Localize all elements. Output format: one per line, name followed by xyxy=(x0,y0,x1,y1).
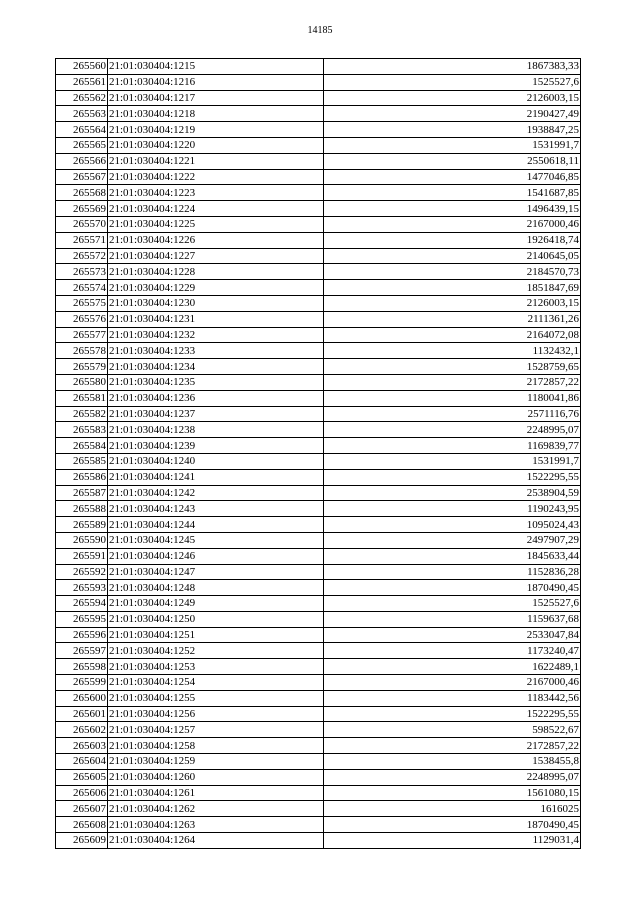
table-row xyxy=(56,564,581,580)
cadastral-number-cell: 21:01:030404:1256 xyxy=(108,706,324,722)
row-number-cell: 265582 xyxy=(56,406,108,422)
value-cell: 2248995,07 xyxy=(324,422,581,438)
value-cell: 1095024,43 xyxy=(324,517,581,533)
cadastral-number-cell: 21:01:030404:1251 xyxy=(108,627,324,643)
table-row xyxy=(56,374,581,390)
value-cell: 2167000,46 xyxy=(324,675,581,691)
row-number-cell: 265563 xyxy=(56,106,108,122)
cadastral-number-cell: 21:01:030404:1244 xyxy=(108,517,324,533)
value-cell: 1129031,4 xyxy=(324,833,581,849)
row-number-cell: 265603 xyxy=(56,738,108,754)
value-cell: 1159637,68 xyxy=(324,611,581,627)
cadastral-number-cell: 21:01:030404:1217 xyxy=(108,90,324,106)
cadastral-number-cell: 21:01:030404:1247 xyxy=(108,564,324,580)
row-number-cell: 265562 xyxy=(56,90,108,106)
row-number-cell: 265600 xyxy=(56,690,108,706)
table-row xyxy=(56,232,581,248)
cadastral-number-cell: 21:01:030404:1239 xyxy=(108,438,324,454)
row-number-cell: 265572 xyxy=(56,248,108,264)
page-number: 14185 xyxy=(307,25,333,36)
cadastral-number-cell: 21:01:030404:1249 xyxy=(108,596,324,612)
row-number-cell: 265607 xyxy=(56,801,108,817)
cadastral-number-cell: 21:01:030404:1235 xyxy=(108,374,324,390)
cadastral-number-cell: 21:01:030404:1241 xyxy=(108,469,324,485)
value-cell: 1183442,56 xyxy=(324,690,581,706)
value-cell: 1870490,45 xyxy=(324,580,581,596)
value-cell: 1173240,47 xyxy=(324,643,581,659)
cadastral-number-cell: 21:01:030404:1245 xyxy=(108,532,324,548)
cadastral-number-cell: 21:01:030404:1252 xyxy=(108,643,324,659)
table-row xyxy=(56,833,581,849)
table-row xyxy=(56,201,581,217)
row-number-cell: 265601 xyxy=(56,706,108,722)
cadastral-number-cell: 21:01:030404:1240 xyxy=(108,453,324,469)
cadastral-number-cell: 21:01:030404:1234 xyxy=(108,359,324,375)
table-row xyxy=(56,485,581,501)
table-row xyxy=(56,106,581,122)
cadastral-number-cell: 21:01:030404:1264 xyxy=(108,833,324,849)
row-number-cell: 265570 xyxy=(56,216,108,232)
value-cell: 1169839,77 xyxy=(324,438,581,454)
cadastral-number-cell: 21:01:030404:1250 xyxy=(108,611,324,627)
table-row xyxy=(56,327,581,343)
value-cell: 1496439,15 xyxy=(324,201,581,217)
row-number-cell: 265579 xyxy=(56,359,108,375)
cadastral-number-cell: 21:01:030404:1219 xyxy=(108,122,324,138)
value-cell: 2172857,22 xyxy=(324,738,581,754)
row-number-cell: 265577 xyxy=(56,327,108,343)
table-row xyxy=(56,706,581,722)
value-cell: 2111361,26 xyxy=(324,311,581,327)
row-number-cell: 265569 xyxy=(56,201,108,217)
value-cell: 598522,67 xyxy=(324,722,581,738)
table-row xyxy=(56,659,581,675)
row-number-cell: 265581 xyxy=(56,390,108,406)
table-row xyxy=(56,359,581,375)
cadastral-number-cell: 21:01:030404:1232 xyxy=(108,327,324,343)
row-number-cell: 265571 xyxy=(56,232,108,248)
value-cell: 2184570,73 xyxy=(324,264,581,280)
table-row xyxy=(56,580,581,596)
cadastral-number-cell: 21:01:030404:1246 xyxy=(108,548,324,564)
cadastral-number-cell: 21:01:030404:1255 xyxy=(108,690,324,706)
row-number-cell: 265606 xyxy=(56,785,108,801)
row-number-cell: 265591 xyxy=(56,548,108,564)
value-cell: 2190427,49 xyxy=(324,106,581,122)
table-row xyxy=(56,754,581,770)
row-number-cell: 265575 xyxy=(56,295,108,311)
row-number-cell: 265587 xyxy=(56,485,108,501)
row-number-cell: 265576 xyxy=(56,311,108,327)
table-row xyxy=(56,611,581,627)
value-cell: 2140645,05 xyxy=(324,248,581,264)
row-number-cell: 265589 xyxy=(56,517,108,533)
value-cell: 1190243,95 xyxy=(324,501,581,517)
value-cell: 1477046,85 xyxy=(324,169,581,185)
table-row xyxy=(56,517,581,533)
cadastral-number-cell: 21:01:030404:1261 xyxy=(108,785,324,801)
table-row xyxy=(56,785,581,801)
value-cell: 2167000,46 xyxy=(324,216,581,232)
cadastral-number-cell: 21:01:030404:1243 xyxy=(108,501,324,517)
table-row xyxy=(56,769,581,785)
value-cell: 2497907,29 xyxy=(324,532,581,548)
value-cell: 1616025 xyxy=(324,801,581,817)
cadastral-number-cell: 21:01:030404:1218 xyxy=(108,106,324,122)
value-cell: 1525527,6 xyxy=(324,74,581,90)
table-body xyxy=(56,59,581,849)
row-number-cell: 265578 xyxy=(56,343,108,359)
row-number-cell: 265599 xyxy=(56,675,108,691)
table-row xyxy=(56,185,581,201)
value-cell: 1845633,44 xyxy=(324,548,581,564)
value-cell: 1561080,15 xyxy=(324,785,581,801)
value-cell: 1132432,1 xyxy=(324,343,581,359)
cadastral-number-cell: 21:01:030404:1258 xyxy=(108,738,324,754)
table-row xyxy=(56,248,581,264)
table-row xyxy=(56,74,581,90)
row-number-cell: 265584 xyxy=(56,438,108,454)
row-number-cell: 265580 xyxy=(56,374,108,390)
table-row xyxy=(56,122,581,138)
cadastral-number-cell: 21:01:030404:1259 xyxy=(108,754,324,770)
row-number-cell: 265565 xyxy=(56,137,108,153)
value-cell: 1851847,69 xyxy=(324,280,581,296)
cadastral-number-cell: 21:01:030404:1233 xyxy=(108,343,324,359)
cadastral-number-cell: 21:01:030404:1253 xyxy=(108,659,324,675)
row-number-cell: 265604 xyxy=(56,754,108,770)
value-cell: 1538455,8 xyxy=(324,754,581,770)
cadastral-number-cell: 21:01:030404:1242 xyxy=(108,485,324,501)
value-cell: 2550618,11 xyxy=(324,153,581,169)
value-cell: 1926418,74 xyxy=(324,232,581,248)
row-number-cell: 265560 xyxy=(56,59,108,75)
table-row xyxy=(56,738,581,754)
table-row xyxy=(56,169,581,185)
table-row xyxy=(56,59,581,75)
value-cell: 1522295,55 xyxy=(324,706,581,722)
row-number-cell: 265594 xyxy=(56,596,108,612)
cadastral-number-cell: 21:01:030404:1231 xyxy=(108,311,324,327)
row-number-cell: 265583 xyxy=(56,422,108,438)
table-row xyxy=(56,390,581,406)
cadastral-number-cell: 21:01:030404:1224 xyxy=(108,201,324,217)
row-number-cell: 265568 xyxy=(56,185,108,201)
table-row xyxy=(56,627,581,643)
cadastral-number-cell: 21:01:030404:1220 xyxy=(108,137,324,153)
table-row xyxy=(56,817,581,833)
table-row xyxy=(56,438,581,454)
value-cell: 1870490,45 xyxy=(324,817,581,833)
row-number-cell: 265573 xyxy=(56,264,108,280)
table-row xyxy=(56,801,581,817)
cadastral-number-cell: 21:01:030404:1248 xyxy=(108,580,324,596)
row-number-cell: 265596 xyxy=(56,627,108,643)
table-row xyxy=(56,596,581,612)
row-number-cell: 265588 xyxy=(56,501,108,517)
row-number-cell: 265605 xyxy=(56,769,108,785)
row-number-cell: 265590 xyxy=(56,532,108,548)
cadastral-number-cell: 21:01:030404:1225 xyxy=(108,216,324,232)
row-number-cell: 265608 xyxy=(56,817,108,833)
table-row xyxy=(56,548,581,564)
row-number-cell: 265574 xyxy=(56,280,108,296)
cadastral-number-cell: 21:01:030404:1227 xyxy=(108,248,324,264)
value-cell: 1525527,6 xyxy=(324,596,581,612)
table-row xyxy=(56,153,581,169)
cadastral-number-cell: 21:01:030404:1254 xyxy=(108,675,324,691)
cadastral-number-cell: 21:01:030404:1223 xyxy=(108,185,324,201)
value-cell: 1152836,28 xyxy=(324,564,581,580)
row-number-cell: 265585 xyxy=(56,453,108,469)
value-cell: 1541687,85 xyxy=(324,185,581,201)
value-cell: 1531991,7 xyxy=(324,453,581,469)
row-number-cell: 265566 xyxy=(56,153,108,169)
cadastral-number-cell: 21:01:030404:1238 xyxy=(108,422,324,438)
value-cell: 1528759,65 xyxy=(324,359,581,375)
table-row xyxy=(56,295,581,311)
table-row xyxy=(56,137,581,153)
row-number-cell: 265602 xyxy=(56,722,108,738)
value-cell: 2248995,07 xyxy=(324,769,581,785)
row-number-cell: 265595 xyxy=(56,611,108,627)
value-cell: 2126003,15 xyxy=(324,295,581,311)
value-cell: 1180041,86 xyxy=(324,390,581,406)
table-row xyxy=(56,469,581,485)
cadastral-number-cell: 21:01:030404:1237 xyxy=(108,406,324,422)
value-cell: 2533047,84 xyxy=(324,627,581,643)
table-row xyxy=(56,675,581,691)
table-row xyxy=(56,216,581,232)
table-row xyxy=(56,722,581,738)
cadastral-number-cell: 21:01:030404:1216 xyxy=(108,74,324,90)
row-number-cell: 265561 xyxy=(56,74,108,90)
cadastral-number-cell: 21:01:030404:1226 xyxy=(108,232,324,248)
value-cell: 1867383,33 xyxy=(324,59,581,75)
cadastral-number-cell: 21:01:030404:1222 xyxy=(108,169,324,185)
row-number-cell: 265598 xyxy=(56,659,108,675)
row-number-cell: 265567 xyxy=(56,169,108,185)
value-cell: 2164072,08 xyxy=(324,327,581,343)
cadastral-number-cell: 21:01:030404:1230 xyxy=(108,295,324,311)
value-cell: 2172857,22 xyxy=(324,374,581,390)
table-row xyxy=(56,280,581,296)
table-row xyxy=(56,422,581,438)
data-table xyxy=(55,58,581,849)
table-row xyxy=(56,453,581,469)
row-number-cell: 265597 xyxy=(56,643,108,659)
cadastral-number-cell: 21:01:030404:1236 xyxy=(108,390,324,406)
cadastral-number-cell: 21:01:030404:1260 xyxy=(108,769,324,785)
value-cell: 1531991,7 xyxy=(324,137,581,153)
row-number-cell: 265592 xyxy=(56,564,108,580)
row-number-cell: 265593 xyxy=(56,580,108,596)
value-cell: 2126003,15 xyxy=(324,90,581,106)
value-cell: 2538904,59 xyxy=(324,485,581,501)
row-number-cell: 265586 xyxy=(56,469,108,485)
cadastral-number-cell: 21:01:030404:1215 xyxy=(108,59,324,75)
data-table-container xyxy=(55,58,581,849)
value-cell: 1938847,25 xyxy=(324,122,581,138)
table-row xyxy=(56,264,581,280)
table-row xyxy=(56,501,581,517)
cadastral-number-cell: 21:01:030404:1263 xyxy=(108,817,324,833)
value-cell: 2571116,76 xyxy=(324,406,581,422)
row-number-cell: 265564 xyxy=(56,122,108,138)
cadastral-number-cell: 21:01:030404:1221 xyxy=(108,153,324,169)
table-row xyxy=(56,343,581,359)
table-row xyxy=(56,311,581,327)
cadastral-number-cell: 21:01:030404:1228 xyxy=(108,264,324,280)
table-row xyxy=(56,90,581,106)
table-row xyxy=(56,643,581,659)
cadastral-number-cell: 21:01:030404:1262 xyxy=(108,801,324,817)
value-cell: 1522295,55 xyxy=(324,469,581,485)
cadastral-number-cell: 21:01:030404:1257 xyxy=(108,722,324,738)
table-row xyxy=(56,690,581,706)
table-row xyxy=(56,406,581,422)
cadastral-number-cell: 21:01:030404:1229 xyxy=(108,280,324,296)
value-cell: 1622489,1 xyxy=(324,659,581,675)
table-row xyxy=(56,532,581,548)
row-number-cell: 265609 xyxy=(56,833,108,849)
